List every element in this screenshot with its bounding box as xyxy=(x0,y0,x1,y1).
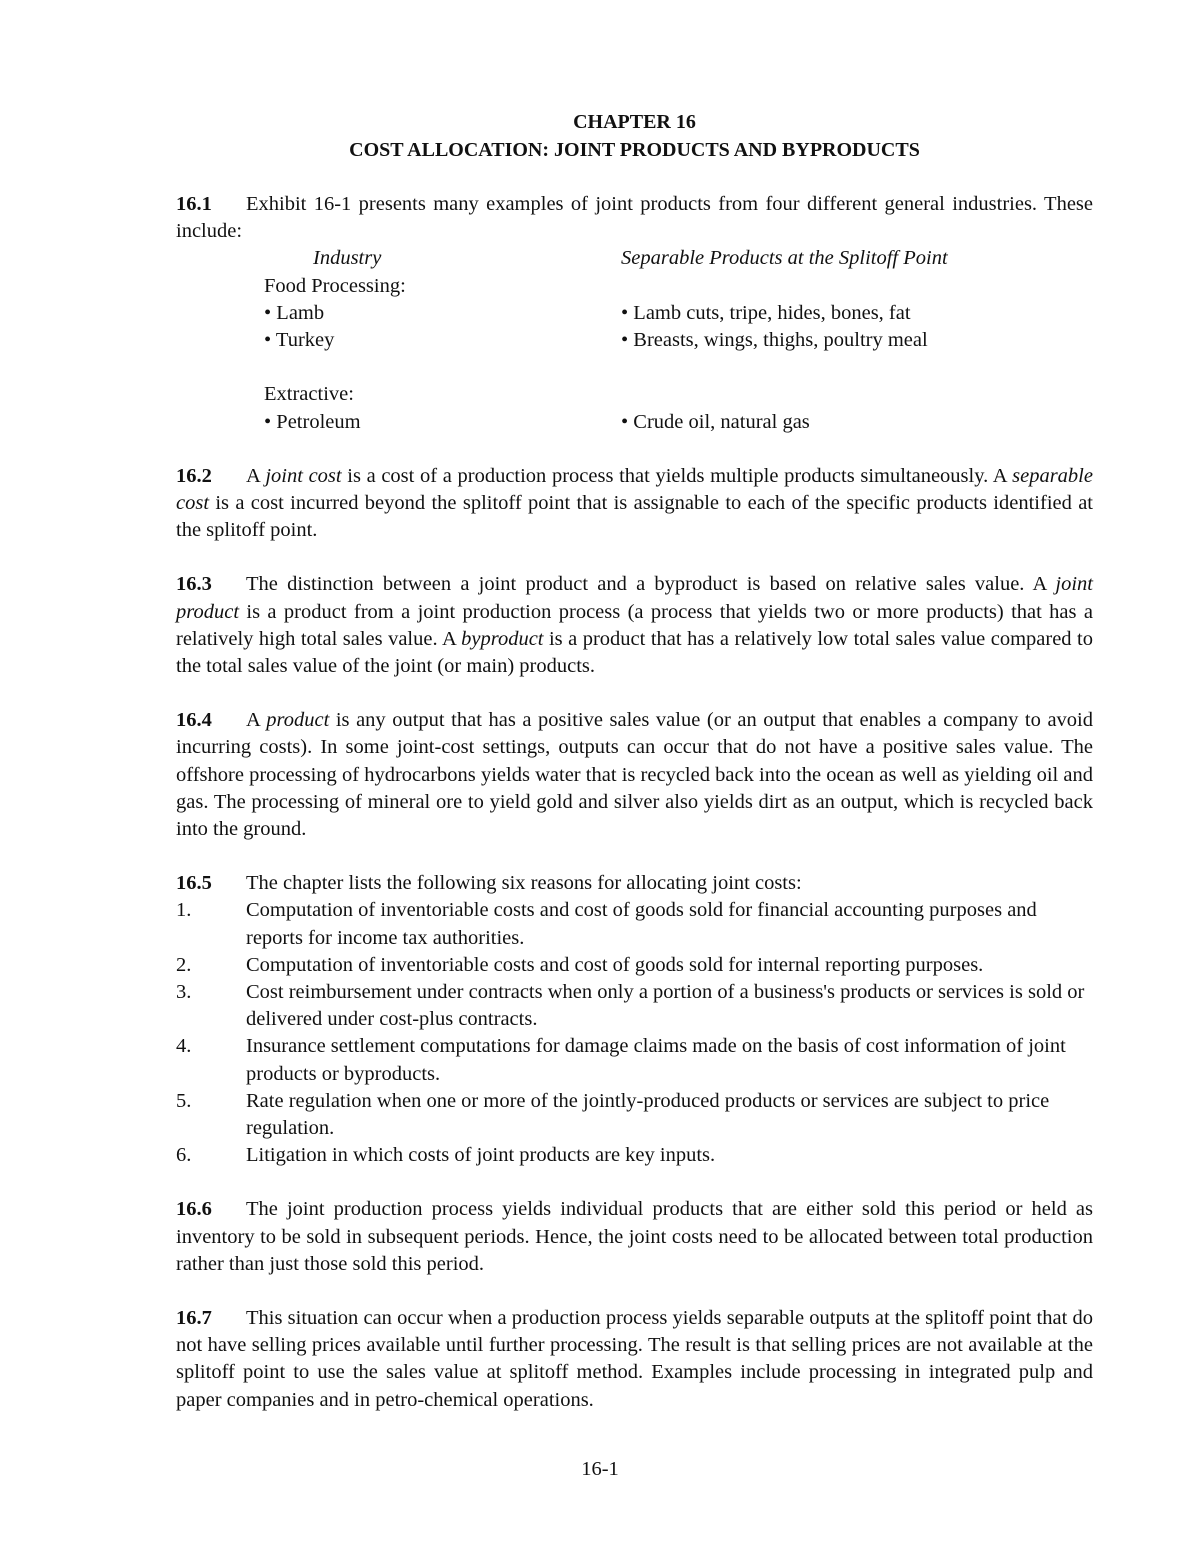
question-16-7 xyxy=(176,1305,1093,1414)
question-number: 16.3 xyxy=(176,573,212,596)
industry-column-header: Industry xyxy=(313,247,382,270)
list-item: 1. Computation of inventoriable costs and cost of goods sold for financial accounting purposes and reports for income tax authorities. xyxy=(176,899,1037,949)
list-item: 3. Cost reimbursement under contracts when only a portion of a business's products or services is sold or delivered under cost-plus contracts. xyxy=(176,980,1085,1031)
term-byproduct: byproduct xyxy=(461,627,544,650)
products-column-header: Separable Products at the Splitoff Point xyxy=(621,247,948,270)
table-row xyxy=(176,327,1093,354)
table-group-label: Extractive: xyxy=(264,383,354,406)
list-item: 4. Insurance settlement computations for damage claims made on the basis of cost information of joint products or byproducts. xyxy=(176,1035,1066,1085)
question-text: The joint production process yields individual products that are either sold this period or held as inventory to be sold in subsequent periods. Hence, the joint costs need to be allocated between total production rather than just those sold this period. xyxy=(176,1198,1093,1275)
question-16-3: 16.3 The distinction between a joint product and a byproduct is based on relative sales value. A joint product is a product from a joint production process (a process that yields two or more products) that has a relatively high total sales value. A byproduct is a product that has a relatively low total sales value compared to the total sales value of the joint (or main) products. xyxy=(176,573,1093,677)
list-item: 2. Computation of inventoriable costs and cost of goods sold for internal reporting purposes. xyxy=(176,953,984,976)
term-joint-product: joint product xyxy=(176,573,1093,623)
term-joint-cost: joint cost xyxy=(265,464,342,487)
table-header-row xyxy=(176,245,1093,272)
question-16-6 xyxy=(176,1196,1093,1278)
question-text: Exhibit 16-1 presents many examples of joint products from four different general industries. These include: xyxy=(176,193,1093,243)
industry-cell: • Petroleum xyxy=(264,410,361,433)
chapter-header xyxy=(176,108,1093,164)
page-number: 16-1 xyxy=(581,1458,619,1480)
table-row xyxy=(176,300,1093,327)
joint-products-table xyxy=(176,245,1093,435)
question-16-2: 16.2 A joint cost is a cost of a production process that yields multiple products simultaneously. A separable cost is a cost incurred beyond the splitoff point that is assignable to each of the specific products identified at the splitoff point. xyxy=(176,464,1093,542)
chapter-number: CHAPTER 16 xyxy=(573,111,696,133)
question-number: 16.2 xyxy=(176,464,212,487)
table-row xyxy=(176,409,1093,436)
question-number: 16.4 xyxy=(176,709,212,732)
question-number: 16.1 xyxy=(176,193,212,215)
question-text: This situation can occur when a production process yields separable outputs at the splitoff point that do not have selling prices available until further processing. The result is that selling prices are not available at the splitoff point to use the sales value at splitoff method. Examples include processing in integrated pulp and paper companies and in petro-chemical operations. xyxy=(176,1307,1093,1411)
question-number: 16.5 xyxy=(176,872,212,895)
products-cell: • Breasts, wings, thighs, poultry meal xyxy=(621,328,928,351)
products-cell: • Crude oil, natural gas xyxy=(621,410,810,433)
industry-cell: • Lamb xyxy=(264,301,325,324)
list-item: 5. Rate regulation when one or more of the jointly-produced products or services are subject to price regulation. xyxy=(176,1089,1050,1139)
products-cell: • Lamb cuts, tripe, hides, bones, fat xyxy=(621,301,911,324)
question-text: The chapter lists the following six reasons for allocating joint costs: xyxy=(246,872,802,895)
question-16-1 xyxy=(176,191,1093,245)
term-separable-cost: separable cost xyxy=(176,464,1093,514)
question-number: 16.7 xyxy=(176,1307,212,1329)
industry-cell: • Turkey xyxy=(264,328,335,351)
reasons-list xyxy=(176,897,1093,1169)
document-page xyxy=(176,108,1093,1414)
question-number: 16.6 xyxy=(176,1198,212,1221)
question-16-4: 16.4 A product is any output that has a positive sales value (or an output that enables a company to avoid incurring costs). In some joint-cost settings, outputs can occur that do not have a positive sales value. The offshore processing of hydrocarbons yields water that is recycled back into the ocean as well as yielding oil and gas. The processing of mineral ore to yield gold and silver also yields dirt as an output, which is recycled back into the ground. xyxy=(176,709,1093,840)
chapter-title: COST ALLOCATION: JOINT PRODUCTS AND BYPRODUCTS xyxy=(349,139,920,161)
term-product: product xyxy=(266,709,330,732)
list-item: 6. Litigation in which costs of joint products are key inputs. xyxy=(176,1144,716,1167)
table-group-label: Food Processing: xyxy=(264,274,406,297)
question-16-5 xyxy=(176,870,1093,1169)
